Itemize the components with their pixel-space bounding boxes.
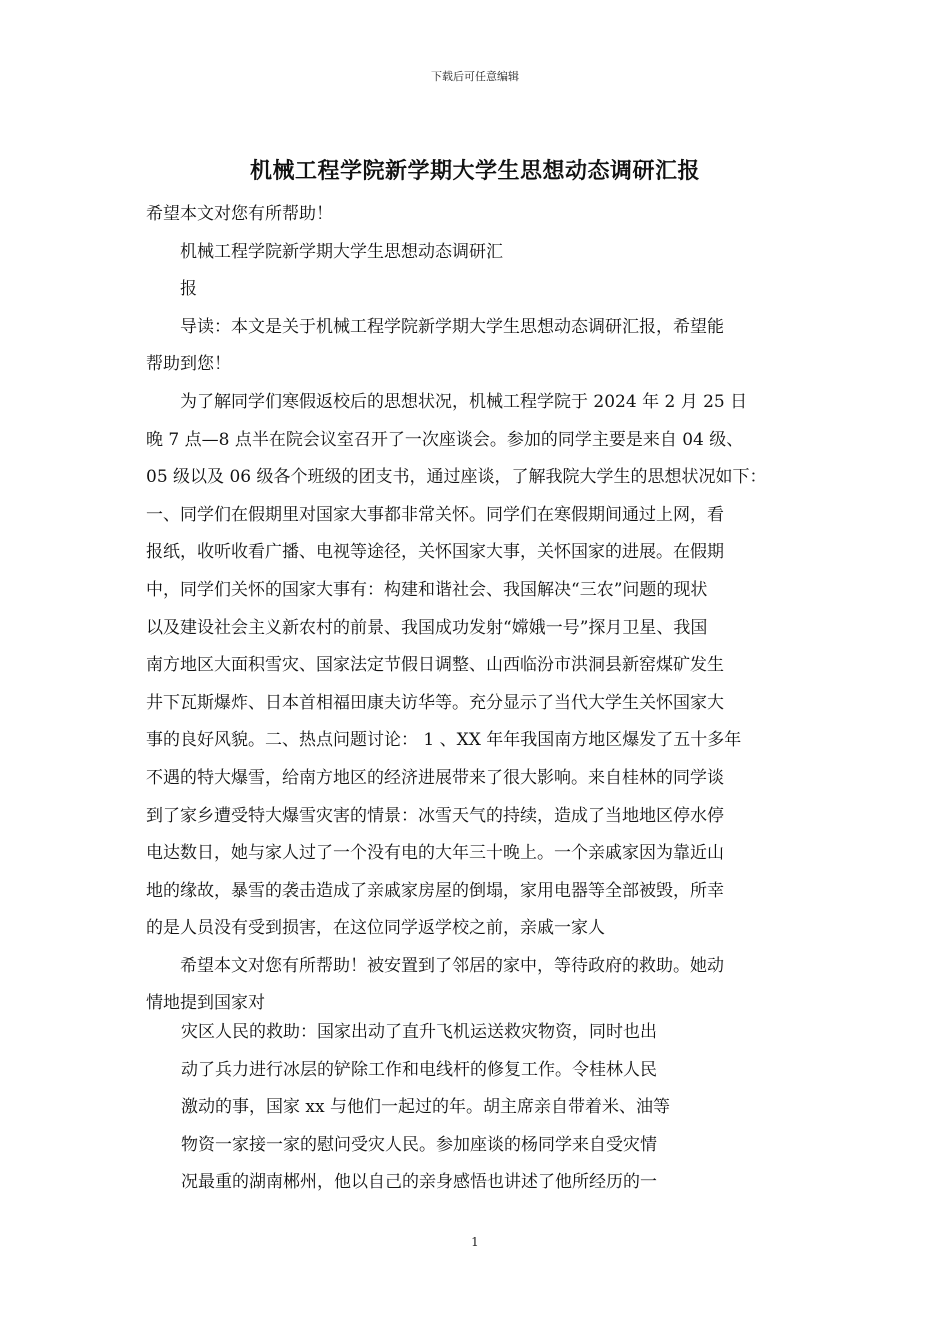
text-line: 情地提到国家对 (146, 993, 265, 1014)
header-note: 下载后可任意编辑 (431, 70, 519, 83)
text-line: 井下瓦斯爆炸、日本首相福田康夫访华等。充分显示了当代大学生关怀国家大 (146, 692, 724, 713)
text-line: 一、同学们在假期里对国家大事都非常关怀。同学们在寒假期间通过上网，看 (146, 504, 724, 525)
text-line: 希望本文对您有所帮助！被安置到了邻居的家中，等待政府的救助。她动 (146, 955, 724, 976)
text-line: 机械工程学院新学期大学生思想动态调研汇 (146, 241, 503, 262)
text-line: 希望本文对您有所帮助！ (146, 204, 333, 224)
page-number: 1 (471, 1235, 479, 1249)
document-title: 机械工程学院新学期大学生思想动态调研汇报 (249, 158, 700, 184)
text-line: 南方地区大面积雪灾、国家法定节假日调整、山西临汾市洪洞县新窑煤矿发生 (146, 655, 724, 676)
text-line: 晚 7 点—8 点半在院会议室召开了一次座谈会。参加的同学主要是来自 04 级、 (146, 429, 744, 450)
text-line: 导读：本文是关于机械工程学院新学期大学生思想动态调研汇报，希望能 (146, 316, 724, 337)
text-line: 动了兵力进行冰层的铲除工作和电线杆的修复工作。令桂林人民 (181, 1059, 657, 1080)
text-line: 的是人员没有受到损害，在这位同学返学校之前，亲戚一家人 (146, 918, 605, 939)
text-line: 报 (146, 279, 197, 300)
text-line: 况最重的湖南郴州，他以自己的亲身感悟也讲述了他所经历的一 (181, 1172, 657, 1193)
text-line: 物资一家接一家的慰问受灾人民。参加座谈的杨同学来自受灾情 (181, 1134, 657, 1155)
text-line: 事的良好风貌。二、热点问题讨论： 1 、XX 年年我国南方地区爆发了五十多年 (146, 730, 742, 751)
text-line: 中，同学们关怀的国家大事有：构建和谐社会、我国解决“三农”问题的现状 (146, 579, 708, 600)
body-text-main (146, 196, 810, 1023)
text-line: 地的缘故，暴雪的袭击造成了亲戚家房屋的倒塌，家用电器等全部被毁，所幸 (146, 880, 724, 901)
text-line: 报纸，收听收看广播、电视等途径，关怀国家大事，关怀国家的进展。在假期 (146, 542, 724, 563)
body-text-indented (181, 1014, 741, 1202)
text-line: 05 级以及 06 级各个班级的团支书，通过座谈，了解我院大学生的思想状况如下： (146, 467, 767, 488)
text-line: 以及建设社会主义新农村的前景、我国成功发射“嫦娥一号”探月卫星、我国 (146, 617, 708, 638)
text-line: 不遇的特大爆雪，给南方地区的经济进展带来了很大影响。来自桂林的同学谈 (146, 767, 724, 788)
text-line: 帮助到您！ (146, 354, 231, 375)
text-line: 到了家乡遭受特大爆雪灾害的情景：冰雪天气的持续，造成了当地地区停水停 (146, 805, 724, 826)
text-line: 灾区人民的救助：国家出动了直升飞机运送救灾物资，同时也出 (181, 1022, 657, 1042)
text-line: 为了解同学们寒假返校后的思想状况，机械工程学院于 2024 年 2 月 25 日 (146, 391, 748, 412)
text-line: 电达数日，她与家人过了一个没有电的大年三十晚上。一个亲戚家因为靠近山 (146, 843, 724, 864)
text-line: 激动的事，国家 xx 与他们一起过的年。胡主席亲自带着米、油等 (181, 1097, 670, 1118)
